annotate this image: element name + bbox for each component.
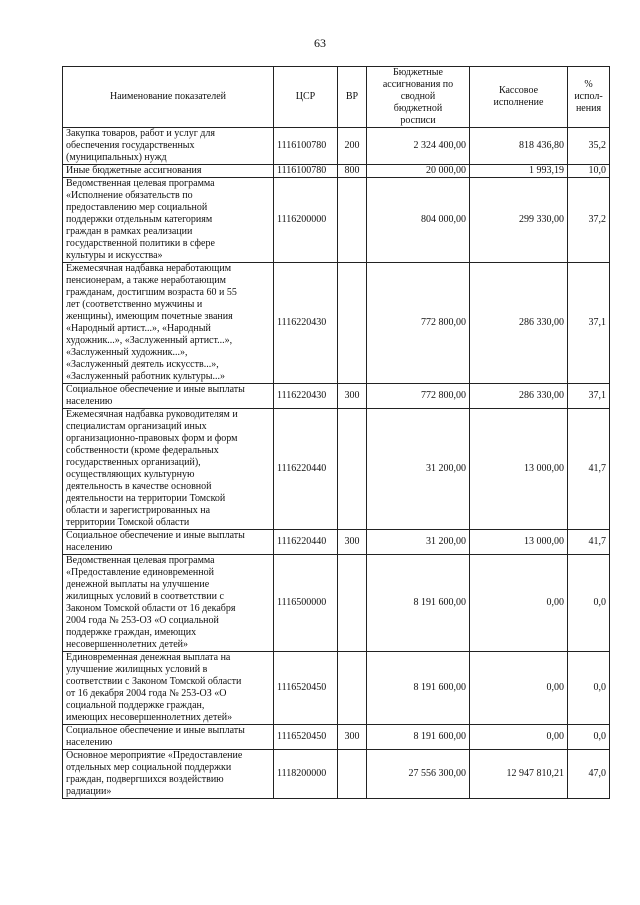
row-name: Иные бюджетные ассигнования: [63, 165, 274, 178]
row-cash: 299 330,00: [470, 178, 568, 263]
row-csr: 1116520450: [274, 652, 338, 725]
row-percent: 0,0: [568, 555, 610, 652]
row-budget: 8 191 600,00: [367, 725, 470, 750]
table-row: [63, 384, 610, 409]
row-cash: 286 330,00: [470, 384, 568, 409]
row-vr: [338, 555, 367, 652]
row-cash: 13 000,00: [470, 530, 568, 555]
row-percent: 37,1: [568, 384, 610, 409]
row-csr: 1116100780: [274, 128, 338, 165]
row-csr: 1116500000: [274, 555, 338, 652]
row-vr: [338, 652, 367, 725]
row-cash: 818 436,80: [470, 128, 568, 165]
row-name: Ежемесячная надбавка руководителям и специалистам организаций иных организационно-правовых форм и форм собственности (кроме федеральных государственных организаций), осуществляющих культурную деятельность в качестве основной деятельности на территории Томской области и зарегистрированных на территории Томской области: [63, 409, 274, 530]
row-percent: 35,2: [568, 128, 610, 165]
row-vr: [338, 178, 367, 263]
row-cash: 0,00: [470, 555, 568, 652]
row-name: Социальное обеспечение и иные выплаты населению: [63, 384, 274, 409]
table-row: [63, 409, 610, 530]
row-name: Единовременная денежная выплата на улучшение жилищных условий в соответствии с Законом Томской области от 16 декабря 2004 года № 253-ОЗ «О социальной поддержке граждан, имеющих несовершеннолетних детей»: [63, 652, 274, 725]
table-row: [63, 750, 610, 799]
row-csr: 1116220430: [274, 384, 338, 409]
table-row: [63, 725, 610, 750]
row-vr: 800: [338, 165, 367, 178]
row-name: Закупка товаров, работ и услуг для обеспечения государственных (муниципальных) нужд: [63, 128, 274, 165]
row-csr: 1116100780: [274, 165, 338, 178]
row-vr: [338, 263, 367, 384]
row-cash: 0,00: [470, 725, 568, 750]
row-vr: 200: [338, 128, 367, 165]
row-budget: 31 200,00: [367, 530, 470, 555]
header-name: Наименование показателей: [63, 67, 274, 128]
row-budget: 20 000,00: [367, 165, 470, 178]
row-budget: 2 324 400,00: [367, 128, 470, 165]
row-vr: 300: [338, 530, 367, 555]
row-csr: 1116220440: [274, 530, 338, 555]
row-vr: [338, 750, 367, 799]
table-row: [63, 178, 610, 263]
row-name: Ведомственная целевая программа «Исполнение обязательств по предоставлению мер социальной поддержки отдельным категориям граждан в рамках реализации государственной политики в сфере культуры и искусства»: [63, 178, 274, 263]
row-percent: 41,7: [568, 530, 610, 555]
row-name: Социальное обеспечение и иные выплаты населению: [63, 725, 274, 750]
row-vr: 300: [338, 384, 367, 409]
table-row: [63, 165, 610, 178]
row-percent: 41,7: [568, 409, 610, 530]
row-name: Социальное обеспечение и иные выплаты населению: [63, 530, 274, 555]
row-csr: 1116200000: [274, 178, 338, 263]
header-budget: Бюджетные ассигнования по сводной бюджетной росписи: [367, 67, 470, 128]
row-cash: 0,00: [470, 652, 568, 725]
row-name: Ведомственная целевая программа «Предоставление единовременной денежной выплаты на улучшение жилищных условий в соответствии с Законом Томской области от 16 декабря 2004 года № 253-ОЗ «О социальной поддержке граждан, имеющих несовершеннолетних детей»: [63, 555, 274, 652]
row-name: Основное мероприятие «Предоставление отдельных мер социальной поддержки граждан, подвергшихся воздействию радиации»: [63, 750, 274, 799]
row-percent: 37,2: [568, 178, 610, 263]
row-budget: 8 191 600,00: [367, 652, 470, 725]
row-budget: 8 191 600,00: [367, 555, 470, 652]
row-csr: 1116220430: [274, 263, 338, 384]
row-vr: 300: [338, 725, 367, 750]
table-header-row: [63, 67, 610, 128]
row-budget: 31 200,00: [367, 409, 470, 530]
header-vr: ВР: [338, 67, 367, 128]
page-number: 63: [314, 36, 326, 50]
row-percent: 37,1: [568, 263, 610, 384]
table-row: [63, 128, 610, 165]
table-row: [63, 263, 610, 384]
header-csr: ЦСР: [274, 67, 338, 128]
row-percent: 0,0: [568, 725, 610, 750]
table-row: [63, 555, 610, 652]
row-name: Ежемесячная надбавка неработающим пенсионерам, а также неработающим гражданам, достигшим возраста 60 и 55 лет (соответственно мужчины и женщины), имеющим почетные звания «Народный артист...», «Народный художник...», «Заслуженный артист...», «Заслуженный художник...», «Заслуженный деятель искусств...», «Заслуженный работник культуры...»: [63, 263, 274, 384]
row-budget: 772 800,00: [367, 263, 470, 384]
row-budget: 772 800,00: [367, 384, 470, 409]
row-budget: 804 000,00: [367, 178, 470, 263]
row-csr: 1116220440: [274, 409, 338, 530]
row-budget: 27 556 300,00: [367, 750, 470, 799]
row-cash: 13 000,00: [470, 409, 568, 530]
row-csr: 1118200000: [274, 750, 338, 799]
row-csr: 1116520450: [274, 725, 338, 750]
row-percent: 0,0: [568, 652, 610, 725]
row-vr: [338, 409, 367, 530]
budget-execution-table: [62, 66, 610, 799]
row-cash: 1 993,19: [470, 165, 568, 178]
header-percent: % испол- нения: [568, 67, 610, 128]
table-row: [63, 652, 610, 725]
row-percent: 47,0: [568, 750, 610, 799]
row-cash: 12 947 810,21: [470, 750, 568, 799]
row-cash: 286 330,00: [470, 263, 568, 384]
header-cash: Кассовое исполнение: [470, 67, 568, 128]
table-row: [63, 530, 610, 555]
row-percent: 10,0: [568, 165, 610, 178]
